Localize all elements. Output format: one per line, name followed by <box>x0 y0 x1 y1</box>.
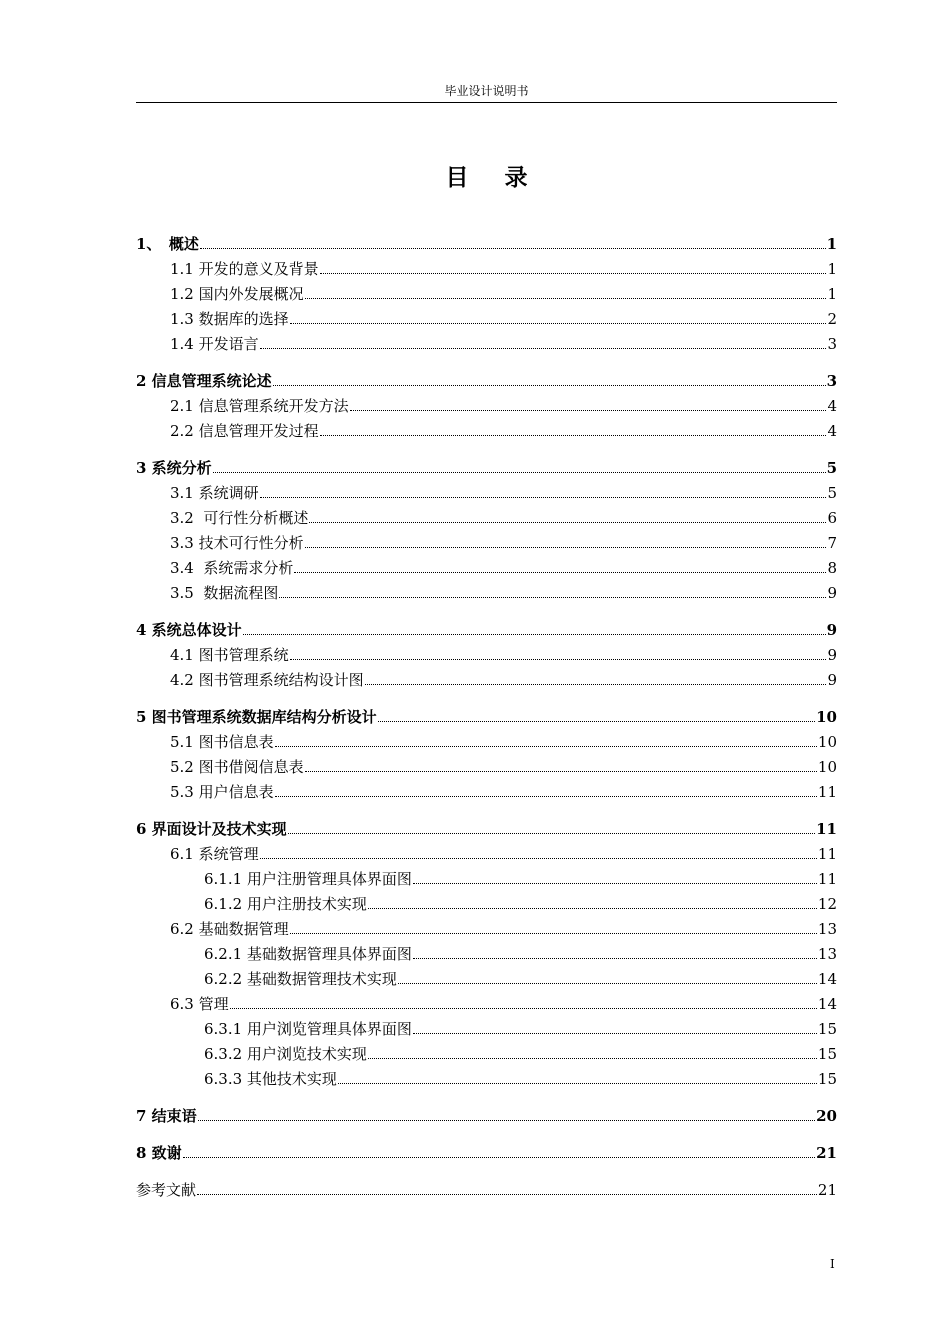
toc-entry[interactable] <box>136 581 837 606</box>
dot-leader <box>260 497 827 498</box>
toc-entry-label: 5.3 用户信息表 <box>170 783 274 801</box>
dot-leader <box>398 983 817 984</box>
toc-entry-label: 6 界面设计及技术实现 <box>136 820 287 838</box>
toc-entry-page: 15 <box>817 1020 837 1038</box>
dot-leader <box>350 410 827 411</box>
dot-leader <box>200 248 826 249</box>
toc-entry-page: 11 <box>817 783 837 801</box>
toc-entry-label: 8 致谢 <box>136 1144 182 1162</box>
dot-leader <box>288 833 815 834</box>
toc-entry[interactable] <box>136 992 837 1017</box>
toc-entry[interactable] <box>136 1104 837 1129</box>
toc-entry-page: 2 <box>827 310 837 328</box>
dot-leader <box>309 522 826 523</box>
toc-entry-page: 14 <box>817 970 837 988</box>
toc-entry-page: 13 <box>817 945 837 963</box>
toc-entry-label: 3.1 系统调研 <box>170 484 259 502</box>
dot-leader <box>197 1194 817 1195</box>
toc-entry-label: 6.2.2 基础数据管理技术实现 <box>204 970 397 988</box>
toc-entry[interactable] <box>136 1042 837 1067</box>
toc-entry[interactable] <box>136 506 837 531</box>
toc-entry-label: 1、 概述 <box>136 235 199 253</box>
toc-entry[interactable] <box>136 282 837 307</box>
dot-leader <box>279 597 826 598</box>
toc-entry[interactable] <box>136 369 837 394</box>
toc-entry[interactable] <box>136 892 837 917</box>
toc-entry[interactable] <box>136 942 837 967</box>
toc-entry-page: 11 <box>816 820 837 838</box>
toc-entry-page: 11 <box>817 870 837 888</box>
dot-leader <box>365 684 827 685</box>
dot-leader <box>183 1157 815 1158</box>
toc-entry-page: 15 <box>817 1070 837 1088</box>
toc-entry[interactable] <box>136 257 837 282</box>
toc-entry[interactable] <box>136 730 837 755</box>
dot-leader <box>413 883 817 884</box>
toc-entry-label: 5 图书管理系统数据库结构分析设计 <box>136 708 377 726</box>
toc-entry-label: 6.3.3 其他技术实现 <box>204 1070 337 1088</box>
toc-entry-label: 3.5 数据流程图 <box>170 584 279 602</box>
toc-entry-page: 10 <box>816 708 837 726</box>
toc-entry-page: 4 <box>827 397 837 415</box>
toc-entry[interactable] <box>136 1017 837 1042</box>
toc-entry-page: 3 <box>827 335 837 353</box>
toc-entry-label: 4.1 图书管理系统 <box>170 646 289 664</box>
dot-leader <box>290 933 817 934</box>
toc-entry[interactable] <box>136 755 837 780</box>
toc-entry-label: 5.1 图书信息表 <box>170 733 274 751</box>
toc-entry[interactable] <box>136 817 837 842</box>
toc-entry[interactable] <box>136 668 837 693</box>
toc-entry-label: 3 系统分析 <box>136 459 212 477</box>
toc-entry-page: 1 <box>827 260 837 278</box>
toc-entry-label: 1.3 数据库的选择 <box>170 310 289 328</box>
toc-entry-page: 21 <box>817 1181 837 1199</box>
toc-entry-label: 6.2 基础数据管理 <box>170 920 289 938</box>
dot-leader <box>413 958 817 959</box>
toc-entry[interactable] <box>136 556 837 581</box>
dot-leader <box>260 858 817 859</box>
dot-leader <box>305 771 817 772</box>
toc-entry[interactable] <box>136 394 837 419</box>
dot-leader <box>275 796 817 797</box>
dot-leader <box>290 659 827 660</box>
toc-entry-label: 6.3.2 用户浏览技术实现 <box>204 1045 367 1063</box>
toc-entry[interactable] <box>136 307 837 332</box>
toc-entry[interactable] <box>136 1141 837 1166</box>
toc-entry-label: 2.1 信息管理系统开发方法 <box>170 397 349 415</box>
dot-leader <box>413 1033 817 1034</box>
dot-leader <box>275 746 817 747</box>
toc-entry-label: 6.3.1 用户浏览管理具体界面图 <box>204 1020 412 1038</box>
dot-leader <box>230 1008 817 1009</box>
toc-entry[interactable] <box>136 481 837 506</box>
toc-entry-label: 5.2 图书借阅信息表 <box>170 758 304 776</box>
toc-entry-page: 5 <box>827 484 837 502</box>
toc-entry-label: 1.2 国内外发展概况 <box>170 285 304 303</box>
toc-entry-label: 6.2.1 基础数据管理具体界面图 <box>204 945 412 963</box>
toc-entry-label: 7 结束语 <box>136 1107 197 1125</box>
running-header: 毕业设计说明书 <box>444 84 529 98</box>
dot-leader <box>198 1120 815 1121</box>
dot-leader <box>305 298 827 299</box>
toc-entry[interactable] <box>136 332 837 357</box>
toc-entry[interactable] <box>136 917 837 942</box>
toc-entry-page: 8 <box>827 559 837 577</box>
toc-entry-page: 10 <box>817 758 837 776</box>
toc-entry[interactable] <box>136 419 837 444</box>
toc-entry-label: 2 信息管理系统论述 <box>136 372 272 390</box>
toc-entry-label: 3.3 技术可行性分析 <box>170 534 304 552</box>
dot-leader <box>273 385 826 386</box>
toc-entry[interactable] <box>136 867 837 892</box>
toc-entry-label: 6.1 系统管理 <box>170 845 259 863</box>
toc-entry-page: 20 <box>816 1107 837 1125</box>
toc-entry[interactable] <box>136 842 837 867</box>
toc-entry[interactable] <box>136 456 837 481</box>
toc-entry-page: 21 <box>816 1144 837 1162</box>
toc-entry-label: 3.4 系统需求分析 <box>170 559 294 577</box>
toc-entry[interactable] <box>136 1067 837 1092</box>
toc-entry-label: 4 系统总体设计 <box>136 621 242 639</box>
toc-entry-page: 6 <box>827 509 837 527</box>
table-of-contents <box>136 232 837 1203</box>
toc-entry[interactable] <box>136 643 837 668</box>
toc-entry-label: 1.1 开发的意义及背景 <box>170 260 319 278</box>
toc-entry-label: 1.4 开发语言 <box>170 335 259 353</box>
toc-entry-page: 1 <box>826 235 837 253</box>
dot-leader <box>290 323 827 324</box>
dot-leader <box>378 721 815 722</box>
toc-entry-page: 12 <box>817 895 837 913</box>
toc-entry-page: 1 <box>827 285 837 303</box>
toc-entry-label: 6.1.1 用户注册管理具体界面图 <box>204 870 412 888</box>
toc-entry[interactable] <box>136 232 837 257</box>
toc-entry-page: 9 <box>827 584 837 602</box>
toc-entry-label: 2.2 信息管理开发过程 <box>170 422 319 440</box>
toc-entry-page: 3 <box>826 372 837 390</box>
dot-leader <box>320 273 827 274</box>
toc-entry[interactable] <box>136 1178 837 1203</box>
toc-entry-label: 6.1.2 用户注册技术实现 <box>204 895 367 913</box>
dot-leader <box>338 1083 817 1084</box>
dot-leader <box>368 1058 817 1059</box>
toc-entry[interactable] <box>136 531 837 556</box>
toc-title: 目 录 <box>445 165 542 191</box>
toc-entry-label: 参考文献 <box>136 1181 197 1199</box>
toc-entry-page: 5 <box>826 459 837 477</box>
dot-leader <box>368 908 817 909</box>
toc-entry-label: 3.2 可行性分析概述 <box>170 509 309 527</box>
toc-entry-page: 4 <box>827 422 837 440</box>
toc-entry[interactable] <box>136 967 837 992</box>
dot-leader <box>213 472 826 473</box>
dot-leader <box>294 572 826 573</box>
toc-entry-page: 9 <box>827 671 837 689</box>
toc-entry-page: 13 <box>817 920 837 938</box>
toc-entry-page: 7 <box>827 534 837 552</box>
dot-leader <box>260 348 827 349</box>
dot-leader <box>320 435 827 436</box>
toc-entry-page: 15 <box>817 1045 837 1063</box>
toc-entry-page: 9 <box>827 646 837 664</box>
toc-entry-page: 10 <box>817 733 837 751</box>
toc-entry[interactable] <box>136 780 837 805</box>
toc-entry-label: 6.3 管理 <box>170 995 229 1013</box>
toc-entry[interactable] <box>136 705 837 730</box>
toc-entry[interactable] <box>136 618 837 643</box>
toc-entry-page: 11 <box>817 845 837 863</box>
toc-entry-page: 9 <box>826 621 837 639</box>
dot-leader <box>305 547 827 548</box>
toc-entry-label: 4.2 图书管理系统结构设计图 <box>170 671 364 689</box>
header-rule <box>136 102 837 103</box>
page-number: I <box>830 1257 835 1271</box>
dot-leader <box>243 634 826 635</box>
toc-entry-page: 14 <box>817 995 837 1013</box>
